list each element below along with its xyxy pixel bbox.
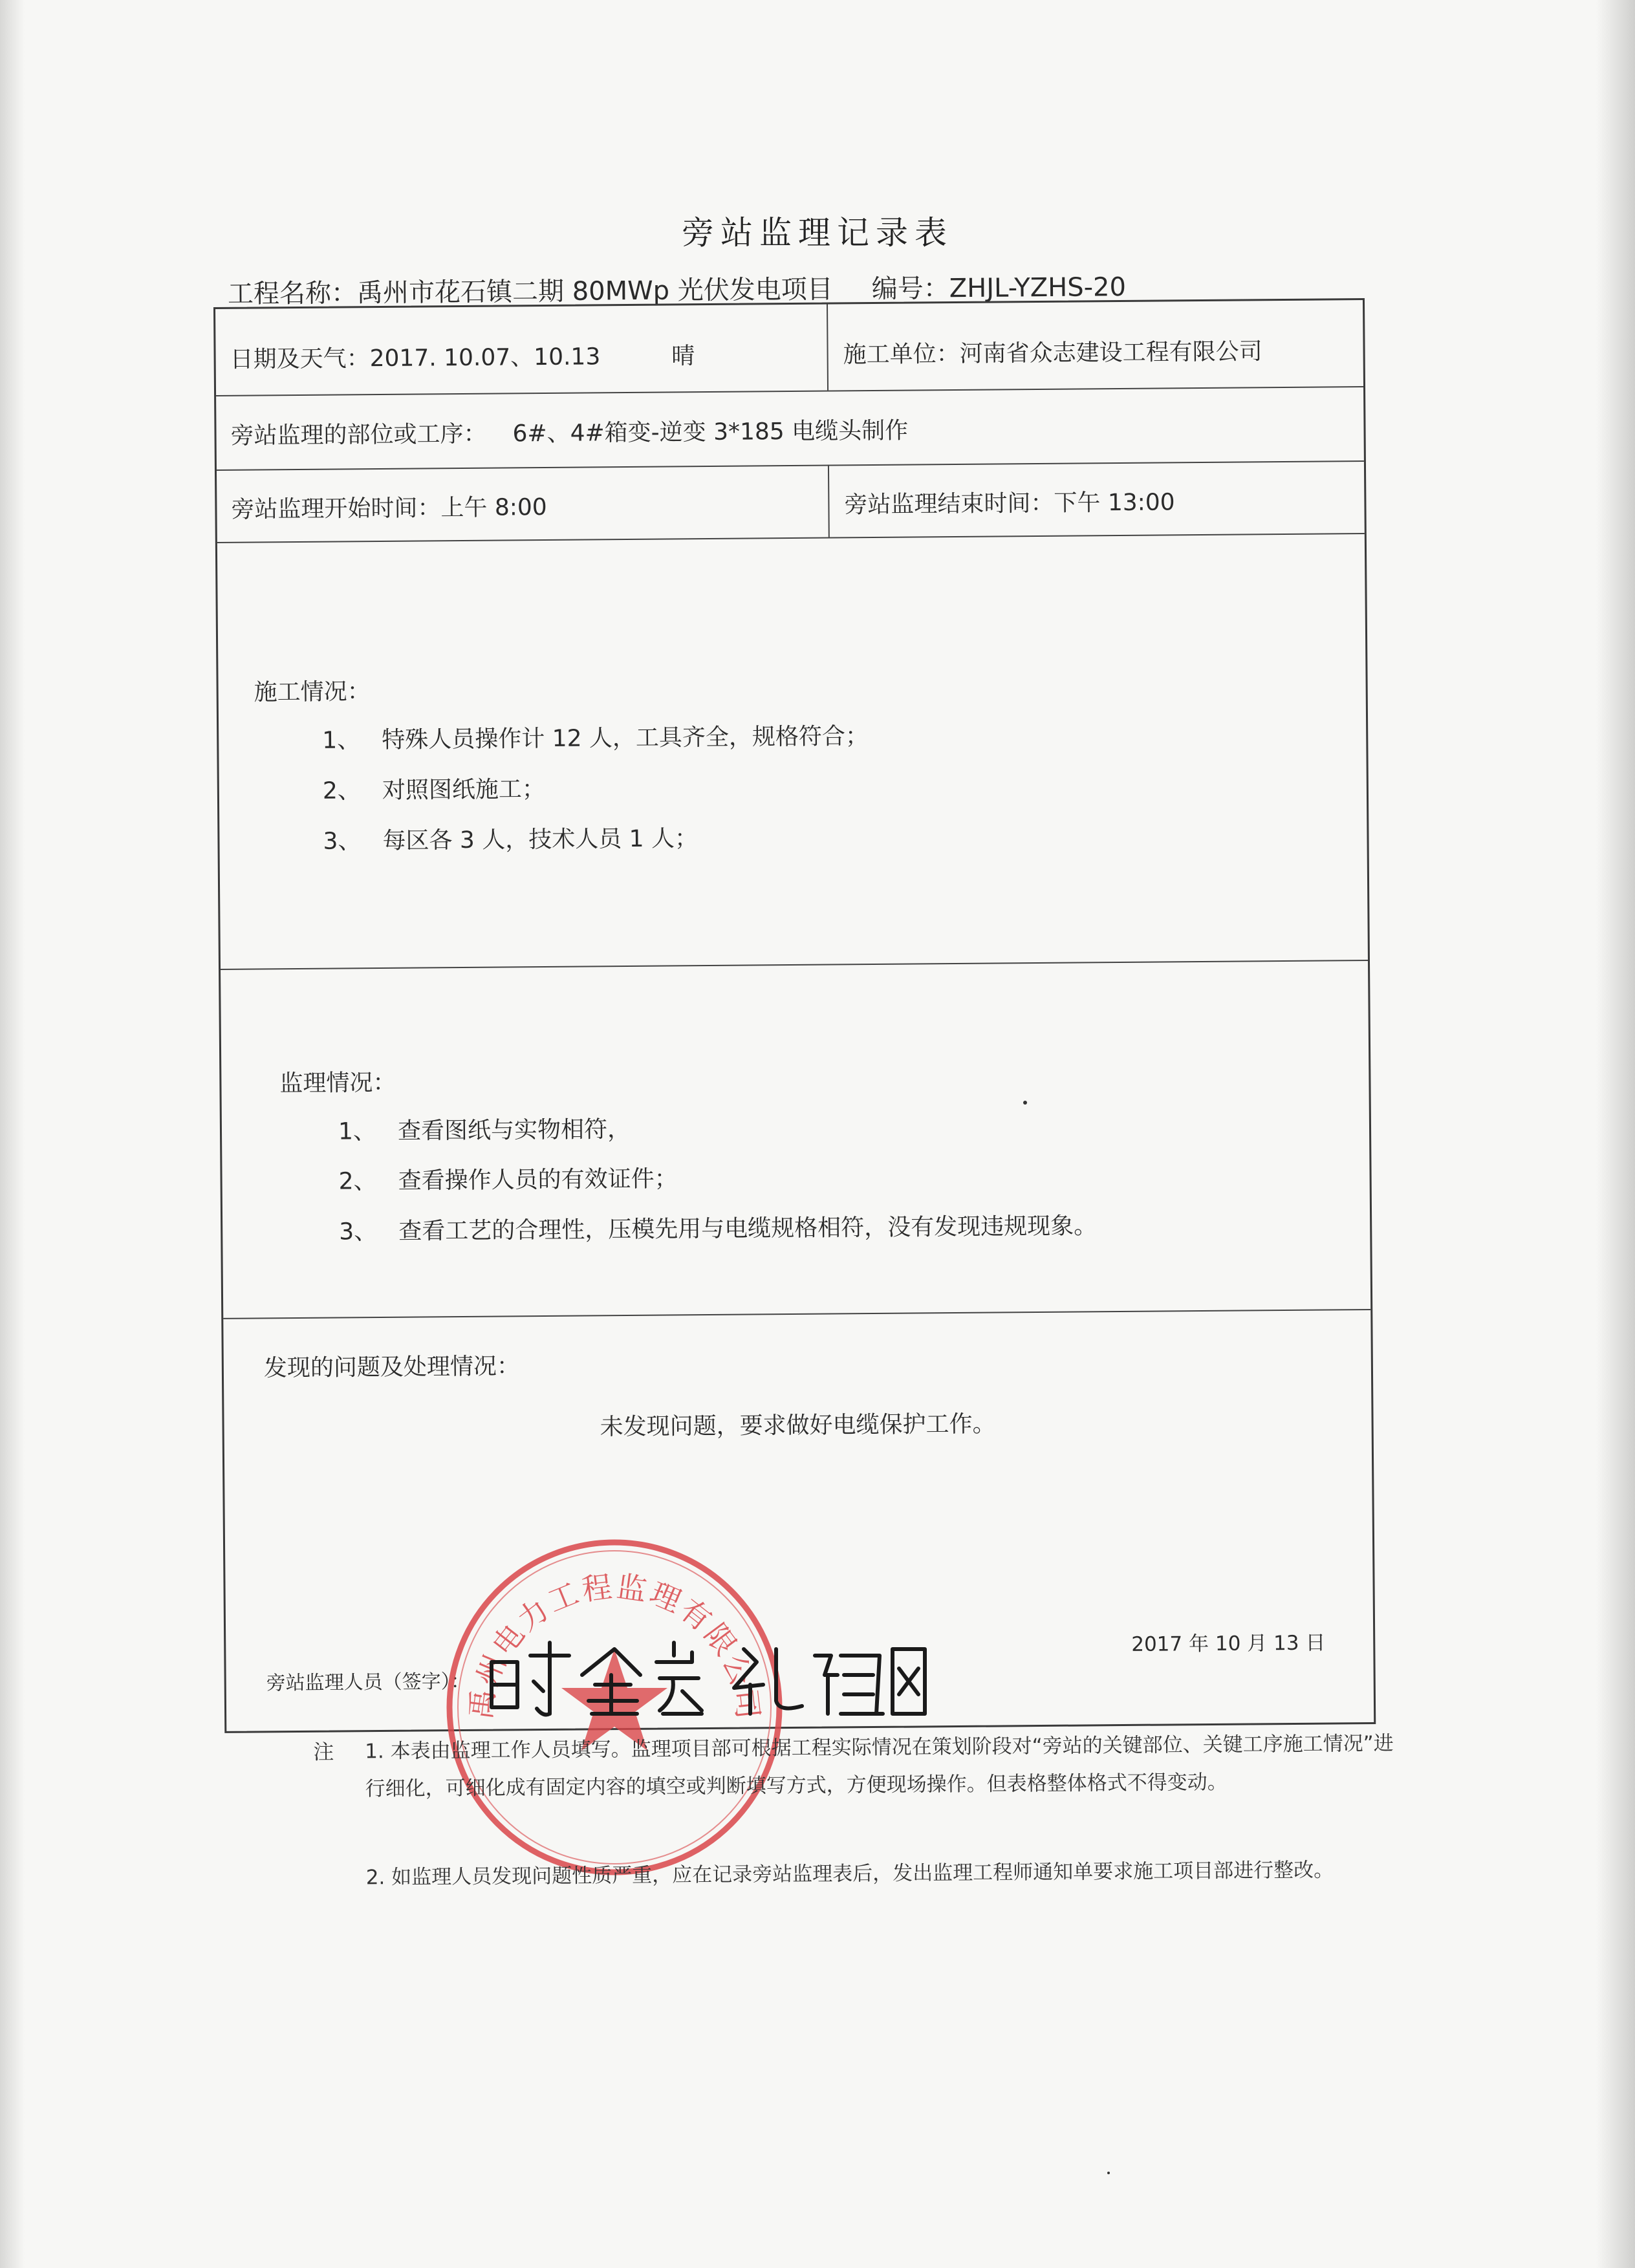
start-value: 上午 8:00 — [440, 493, 547, 522]
row-divider — [223, 1309, 1370, 1319]
item-text: 查看图纸与实物相符， — [397, 1116, 631, 1145]
month-value: 10 — [1215, 1632, 1241, 1656]
location-cell — [230, 413, 908, 451]
code-value: ZHJL-YZHS-20 — [949, 272, 1127, 304]
weather-value: 晴 — [671, 343, 695, 370]
item-number: 3、 — [339, 1218, 378, 1246]
handwritten-signature — [479, 1636, 931, 1720]
construction-item — [323, 771, 545, 806]
signoff-date — [1131, 1626, 1325, 1657]
location-value: 6#、4#箱变-逆变 3*185 电缆头制作 — [512, 417, 909, 448]
scan-speck — [1107, 2172, 1110, 2174]
seal-text: 禹州电力工程监理有限公司 — [462, 1568, 766, 1723]
supervision-item — [339, 1207, 1097, 1246]
project-label: 工程名称： — [227, 278, 358, 309]
code-label: 编号： — [871, 274, 949, 305]
item-text: 查看工艺的合理性，压模先用与电缆规格相符，没有发现违规现象。 — [398, 1213, 1098, 1245]
construction-item — [322, 718, 869, 755]
date-weather-cell — [230, 338, 695, 374]
end-value: 下午 13:00 — [1054, 489, 1175, 517]
item-number: 1、 — [322, 727, 361, 754]
issues-heading: 发现的问题及处理情况： — [263, 1353, 521, 1382]
row-divider — [217, 460, 1364, 471]
note-item-2: 2. 如监理人员发现问题性质严重，应在记录旁站监理表后，发出监理工程师通知单要求施工项目部进行整改。 — [365, 1858, 1334, 1890]
day-value: 13 — [1273, 1631, 1299, 1656]
contractor-cell — [843, 333, 1262, 369]
scan-edge-right — [1596, 0, 1635, 2268]
supervision-item — [338, 1111, 631, 1147]
signoff-label: 旁站监理人员（签字）： — [266, 1670, 470, 1695]
start-label: 旁站监理开始时间： — [231, 495, 441, 523]
end-label: 旁站监理结束时间： — [844, 490, 1054, 519]
year-unit: 年 — [1188, 1632, 1209, 1656]
scan-speck — [1023, 1101, 1027, 1105]
note-item-1: 1. 本表由监理工作人员填写。监理项目部可根据工程实际情况在策划阶段对“旁站的关键部位、关键工序施工情况”进行细化，可细化成有固定内容的填空或判断填写方式，方便现场操作。但表格整体格式不得变动。 — [365, 1731, 1394, 1801]
item-text: 查看操作人员的有效证件； — [398, 1165, 678, 1194]
row-divider — [216, 386, 1363, 396]
date-value: 2017. 10.07、10.13 — [369, 343, 601, 373]
item-text: 每区各 3 人，技术人员 1 人； — [382, 825, 698, 854]
note-label: 注 — [313, 1739, 334, 1764]
item-text: 特殊人员操作计 12 人，工具齐全，规格符合； — [382, 723, 869, 753]
day-unit: 日 — [1305, 1631, 1326, 1655]
month-unit: 月 — [1247, 1632, 1268, 1656]
contractor-value: 河南省众志建设工程有限公司 — [959, 338, 1262, 367]
location-label: 旁站监理的部位或工序： — [230, 420, 487, 449]
item-number: 3、 — [323, 828, 362, 855]
row-divider — [217, 533, 1365, 543]
issues-text: 未发现问题，要求做好电缆保护工作。 — [600, 1410, 996, 1441]
scan-edge-left — [0, 0, 25, 2268]
item-text: 对照图纸施工； — [382, 775, 546, 804]
col-divider — [828, 465, 830, 537]
year-value: 2017 — [1131, 1632, 1183, 1656]
date-weather-label: 日期及天气： — [230, 345, 370, 373]
construction-item — [323, 820, 698, 856]
project-name: 禹州市花石镇二期 80MWp 光伏发电项目 — [356, 274, 833, 308]
item-number: 2、 — [322, 777, 361, 805]
supervision-item — [338, 1160, 677, 1196]
start-time-cell — [231, 489, 547, 524]
document-title: 旁站监理记录表 — [682, 214, 953, 252]
col-divider — [827, 305, 828, 391]
item-number: 1、 — [338, 1118, 377, 1145]
record-table — [213, 298, 1376, 1733]
item-number: 2、 — [338, 1168, 377, 1195]
row-divider — [221, 960, 1368, 970]
construction-heading: 施工情况： — [254, 678, 371, 706]
contractor-label: 施工单位： — [843, 340, 960, 369]
supervision-heading: 监理情况： — [279, 1069, 396, 1097]
end-time-cell — [844, 484, 1175, 519]
